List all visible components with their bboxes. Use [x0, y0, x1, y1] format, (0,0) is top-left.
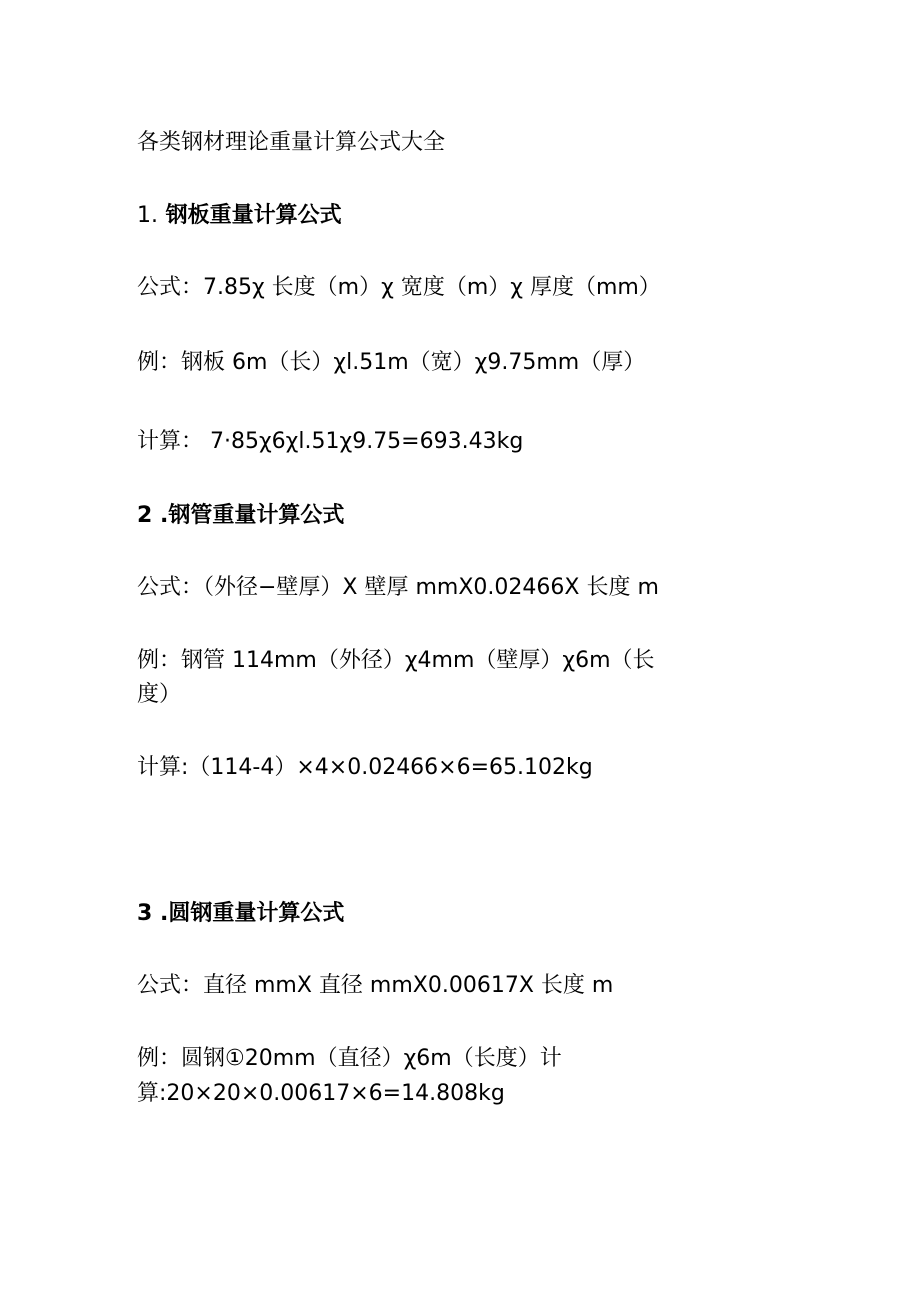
section-2-calculation: 计算:（114-4）×4×0.02466×6=65.102kg — [137, 755, 593, 780]
section-2-example-line-1: 例：钢管 114mm（外径）χ4mm（壁厚）χ6m（长 — [137, 648, 655, 673]
section-2-formula: 公式：（外径−壁厚）X 壁厚 mmX0.02466X 长度 m — [137, 575, 659, 600]
section-2-example-line-2: 度） — [137, 682, 182, 707]
section-1-formula: 公式：7.85χ 长度（m）χ 宽度（m）χ 厚度（mm） — [137, 275, 661, 300]
document-title: 各类钢材理论重量计算公式大全 — [137, 130, 446, 155]
section-2-heading-text: .钢管重量计算公式 — [159, 503, 345, 528]
section-3-example-line-2: 算:20×20×0.00617×6=14.808kg — [137, 1081, 505, 1106]
section-3-number: 3 — [137, 901, 153, 926]
section-1-heading — [137, 199, 342, 233]
section-3-example-line-1: 例：圆钢①20mm（直径）χ6m（长度）计 — [137, 1046, 562, 1071]
section-1-heading-text: 钢板重量计算公式 — [165, 203, 342, 228]
section-3-heading-text: .圆钢重量计算公式 — [159, 901, 345, 926]
section-1-example: 例：钢板 6m（长）χl.51m（宽）χ9.75mm（厚） — [137, 350, 646, 375]
section-3-heading — [137, 897, 344, 931]
section-2-number: 2 — [137, 503, 153, 528]
section-1-calculation: 计算： 7·85χ6χl.51χ9.75=693.43kg — [137, 429, 524, 454]
section-1-number: 1. — [137, 203, 158, 228]
section-3-formula: 公式：直径 mmX 直径 mmX0.00617X 长度 m — [137, 973, 614, 998]
section-2-heading — [137, 499, 344, 533]
